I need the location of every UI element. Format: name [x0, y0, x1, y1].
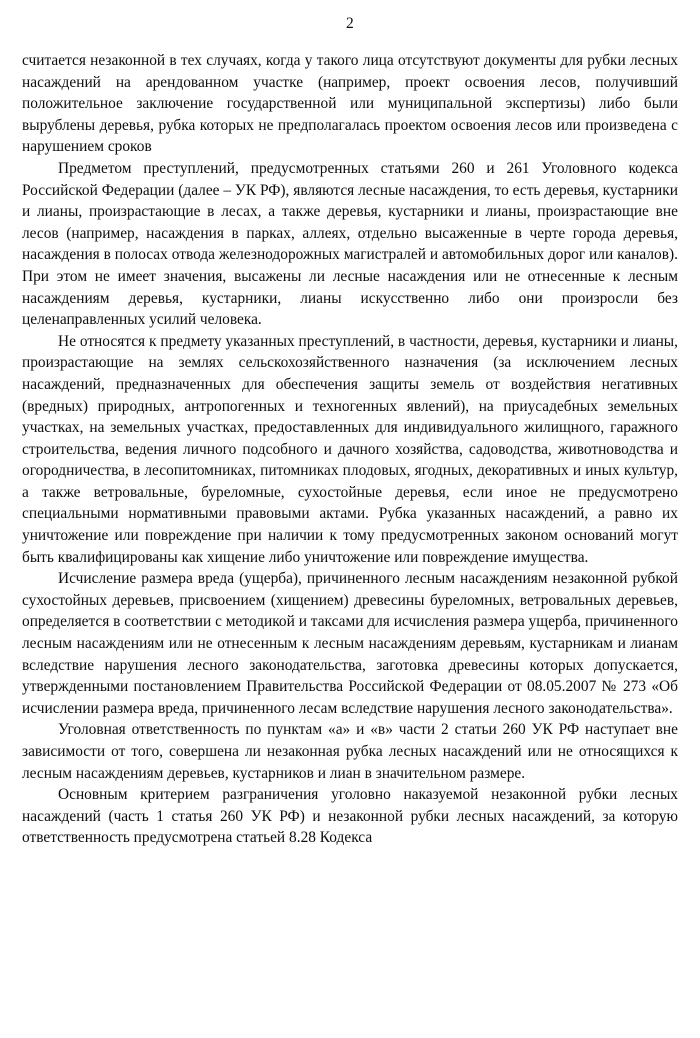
paragraph: считается незаконной в тех случаях, когда у такого лица отсутствуют документы для рубки лесных насаждений на арендованном участке (например, проект освоения лесов, получивший положительное заключение государственной или муниципальной экспертизы) либо были вырублены деревья, рубка которых не предполагалась проектом освоения лесов или произведена с нарушением сроков: [22, 52, 678, 156]
paragraph: Исчисление размера вреда (ущерба), причиненного лесным насаждениям незаконной рубкой сухостойных деревьев, присвоением (хищением) древесины буреломных, ветровальных деревьев, определяется в соответствии с методикой и таксами для исчисления размера ущерба, причиненного лесным насаждениям или не отнесенным к лесным насаждениям деревьям, кустарникам и лианам вследствие нарушения лесного законодательства, заготовка древесины которых допускается, утвержденными постановлением Правительства Российской Федерации от 08.05.2007 № 273 «Об исчислении размера вреда, причиненного лесам вследствие нарушения лесного законодательства».: [22, 570, 678, 717]
paragraph: Предметом преступлений, предусмотренных статьями 260 и 261 Уголовного кодекса Российской Федерации (далее – УК РФ), являются лесные насаждения, то есть деревья, кустарники и лианы, произрастающие в лесах, а также деревья, кустарники и лианы, произрастающие вне лесов (например, насаждения в парках, аллеях, отдельно высаженные в черте города деревья, насаждения в полосах отвода железнодорожных магистралей и автомобильных дорог или каналов). При этом не имеет значения, высажены ли лесные насаждения или не отнесенные к лесным насаждениям деревья, кустарники, лианы искусственно либо они произросли без целенаправленных усилий человека.: [22, 159, 678, 329]
document-body: [22, 50, 678, 849]
paragraph: Не относятся к предмету указанных преступлений, в частности, деревья, кустарники и лианы, произрастающие на землях сельскохозяйственного назначения (за исключением лесных насаждений, предназначенных для обеспечения защиты земель от воздействия негативных (вредных) природных, антропогенных и техногенных явлений), на приусадебных земельных участках, на земельных участках, предоставленных для индивидуального жилищного, гаражного строительства, ведения личного подсобного и дачного хозяйства, садоводства, животноводства и огородничества, в лесопитомниках, питомниках плодовых, ягодных, декоративных и иных культур, а также ветровальные, буреломные, сухостойные деревья, если иное не предусмотрено специальными нормативными правовыми актами. Рубка указанных насаждений, а равно их уничтожение или повреждение при наличии к тому предусмотренных законом оснований могут быть квалифицированы как хищение либо уничтожение или повреждение имущества.: [22, 332, 678, 566]
page-number: 2: [346, 15, 354, 32]
paragraph: Основным критерием разграничения уголовно наказуемой незаконной рубки лесных насаждений (часть 1 статья 260 УК РФ) и незаконной рубки лесных насаждений, за которую ответственность предусмотрена статьей 8.28 Кодекса: [22, 786, 678, 847]
paragraph: Уголовная ответственность по пунктам «а» и «в» части 2 статьи 260 УК РФ наступает вне зависимости от того, совершена ли незаконная рубка лесных насаждений или не относящихся к лесным насаждениям деревьев, кустарников и лиан в значительном размере.: [22, 721, 678, 782]
